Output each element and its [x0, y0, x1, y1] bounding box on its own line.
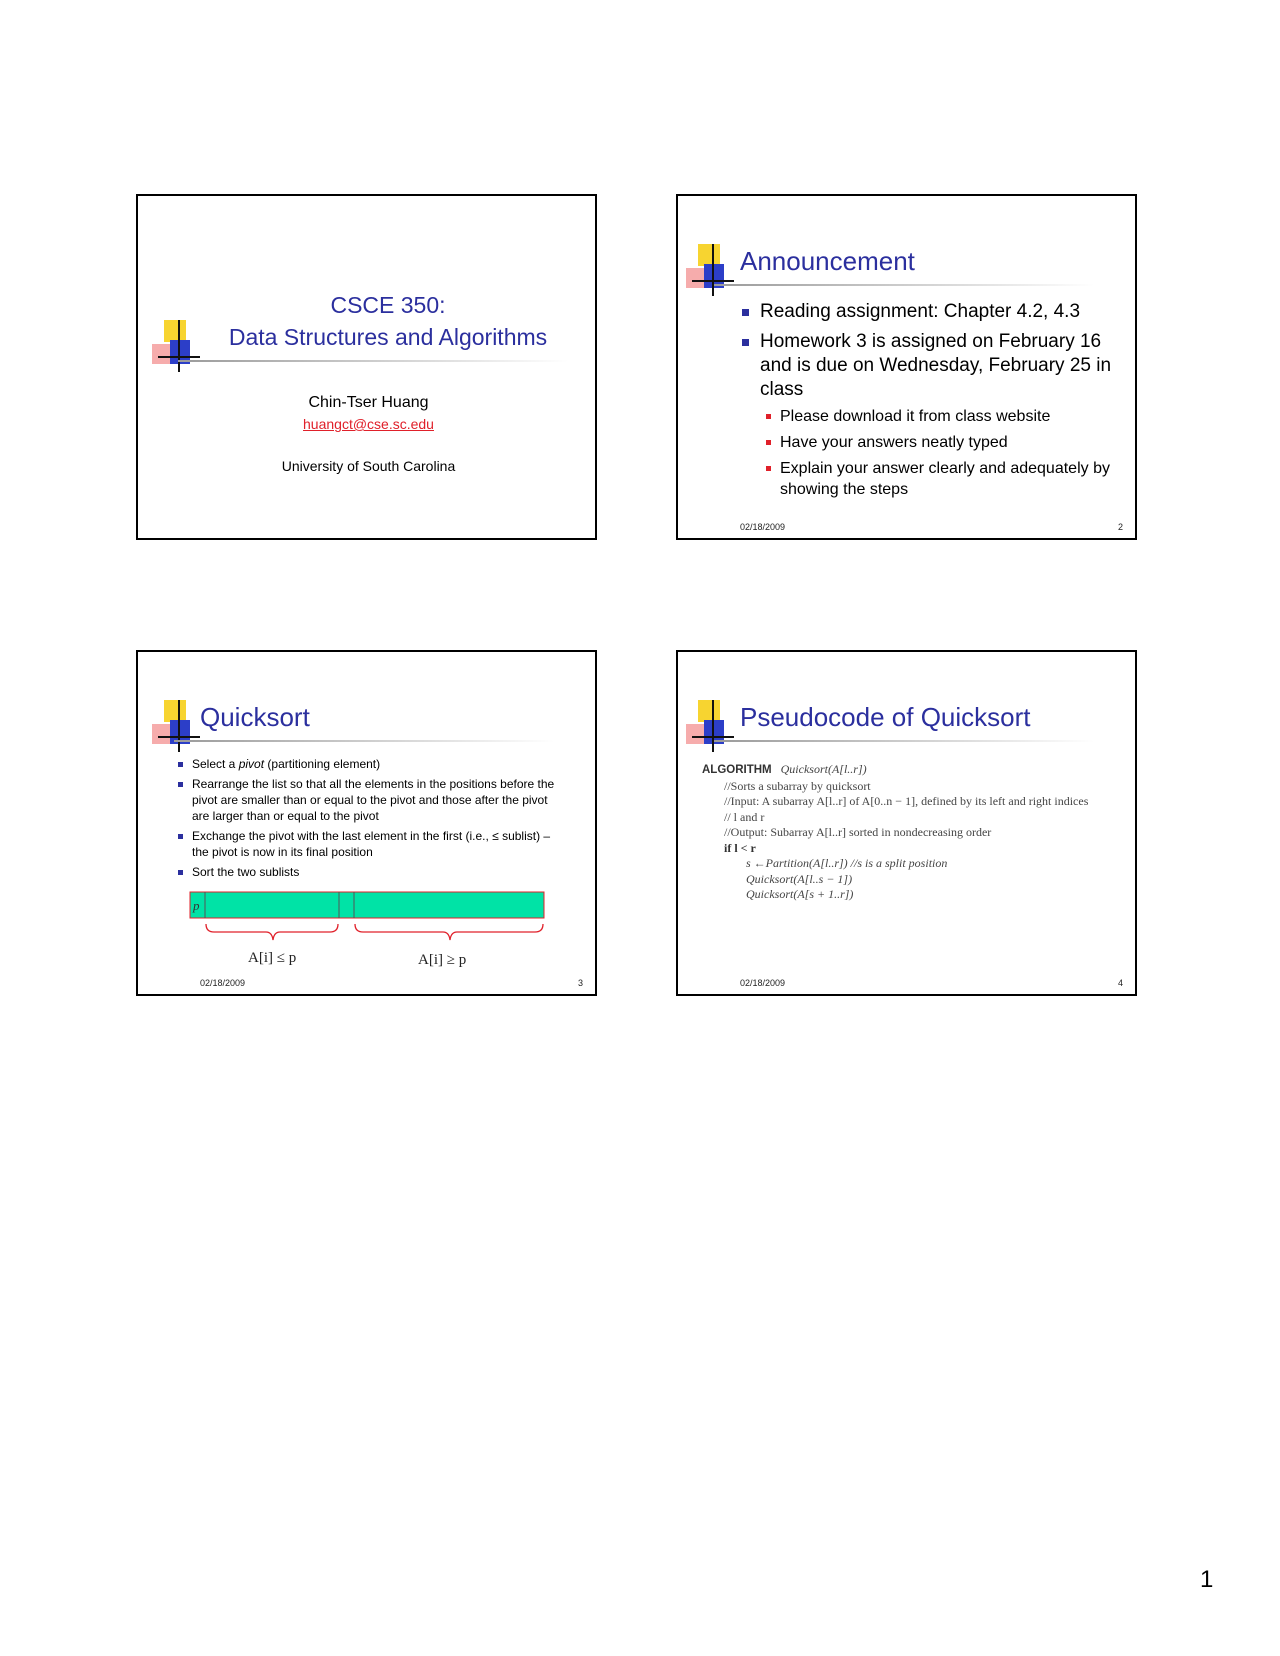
code-line: //Input: A subarray A[l..r] of A[0..n − 1], defined by its left and right indices [724, 794, 1089, 808]
sub-bullet-item: Please download it from class website [760, 406, 1124, 427]
slide-number: 2 [1117, 522, 1123, 532]
slide-number: 4 [1117, 978, 1123, 988]
slide-3-quicksort [136, 650, 597, 996]
slide-1-title [136, 194, 597, 540]
bullet-item [176, 756, 556, 772]
logo-squares-icon [686, 244, 734, 296]
left-sublist-label: A[i] ≤ p [248, 950, 297, 966]
slide-2-announcement [676, 194, 1137, 540]
pseudocode-block [702, 762, 1122, 903]
bullet-text: (partitioning element) [264, 757, 381, 771]
bullet-item: Reading assignment: Chapter 4.2, 4.3 [740, 300, 1124, 324]
course-name: Data Structures and Algorithms [228, 324, 548, 350]
pivot-term: pivot [238, 757, 265, 771]
code-line: Quicksort(A[s + 1..r]) [746, 887, 854, 901]
author-name: Chin-Tser Huang [308, 394, 429, 411]
code-line [702, 762, 1122, 779]
bullet-item [740, 330, 1124, 500]
slide-date: 02/18/2009 [200, 978, 246, 988]
affiliation: University of South Carolina [281, 458, 456, 474]
author-email-link[interactable]: huangct@cse.sc.edu [303, 416, 434, 432]
right-sublist-label: A[i] ≥ p [418, 952, 467, 968]
logo-squares-icon [686, 700, 734, 752]
code-line: Quicksort(A[l..s − 1]) [746, 871, 853, 886]
slide-title: Quicksort [200, 702, 310, 732]
array-bar [190, 892, 544, 918]
slide-title: Announcement [740, 246, 915, 276]
code-line: //Output: Subarray A[l..r] sorted in nondecreasing order [724, 825, 992, 839]
title-underline [714, 284, 1094, 286]
course-code: CSCE 350: [330, 292, 446, 318]
pivot-label: p [193, 898, 200, 913]
bullet-text: Select a [192, 757, 239, 771]
bullet-list [176, 756, 556, 884]
bullet-item: Rearrange the list so that all the elements in the positions before the pivot are smaller than or equal to the pivot and those after the pivot are larger than or equal to the pivot [176, 776, 556, 824]
slide-date: 02/18/2009 [740, 522, 786, 532]
bullet-list [740, 300, 1124, 506]
bullet-item: Exchange the pivot with the last element in the first (i.e., ≤ sublist) – the pivot is now in its final position [176, 828, 556, 860]
sub-bullet-item: Explain your answer clearly and adequately by showing the steps [760, 458, 1124, 500]
page-number: 1 [1200, 1566, 1214, 1593]
title-underline [174, 740, 554, 742]
code-signature: Quicksort(A[l..r]) [780, 762, 867, 776]
slide-number: 3 [577, 978, 583, 988]
sub-bullet-list [760, 406, 1124, 500]
algorithm-keyword: ALGORITHM [702, 764, 772, 776]
title-underline [178, 360, 568, 362]
right-brace [355, 924, 543, 940]
sub-bullet-item: Have your answers neatly typed [760, 432, 1124, 453]
code-line: // l and r [724, 809, 765, 824]
bullet-item: Sort the two sublists [176, 864, 556, 880]
logo-squares-icon [152, 700, 200, 752]
left-brace [206, 924, 338, 940]
code-line: s ←Partition(A[l..r]) //s is a split position [746, 856, 948, 870]
code-line: //Sorts a subarray by quicksort [724, 778, 871, 793]
slide-4-pseudocode [676, 650, 1137, 996]
partition-diagram [178, 890, 568, 970]
code-line: if l < r [724, 840, 756, 855]
slide-title: Pseudocode of Quicksort [740, 702, 1031, 732]
title-underline [714, 740, 1094, 742]
slide-date: 02/18/2009 [740, 978, 786, 988]
bullet-text: Homework 3 is assigned on February 16 and is due on Wednesday, February 25 in class [760, 331, 1112, 400]
